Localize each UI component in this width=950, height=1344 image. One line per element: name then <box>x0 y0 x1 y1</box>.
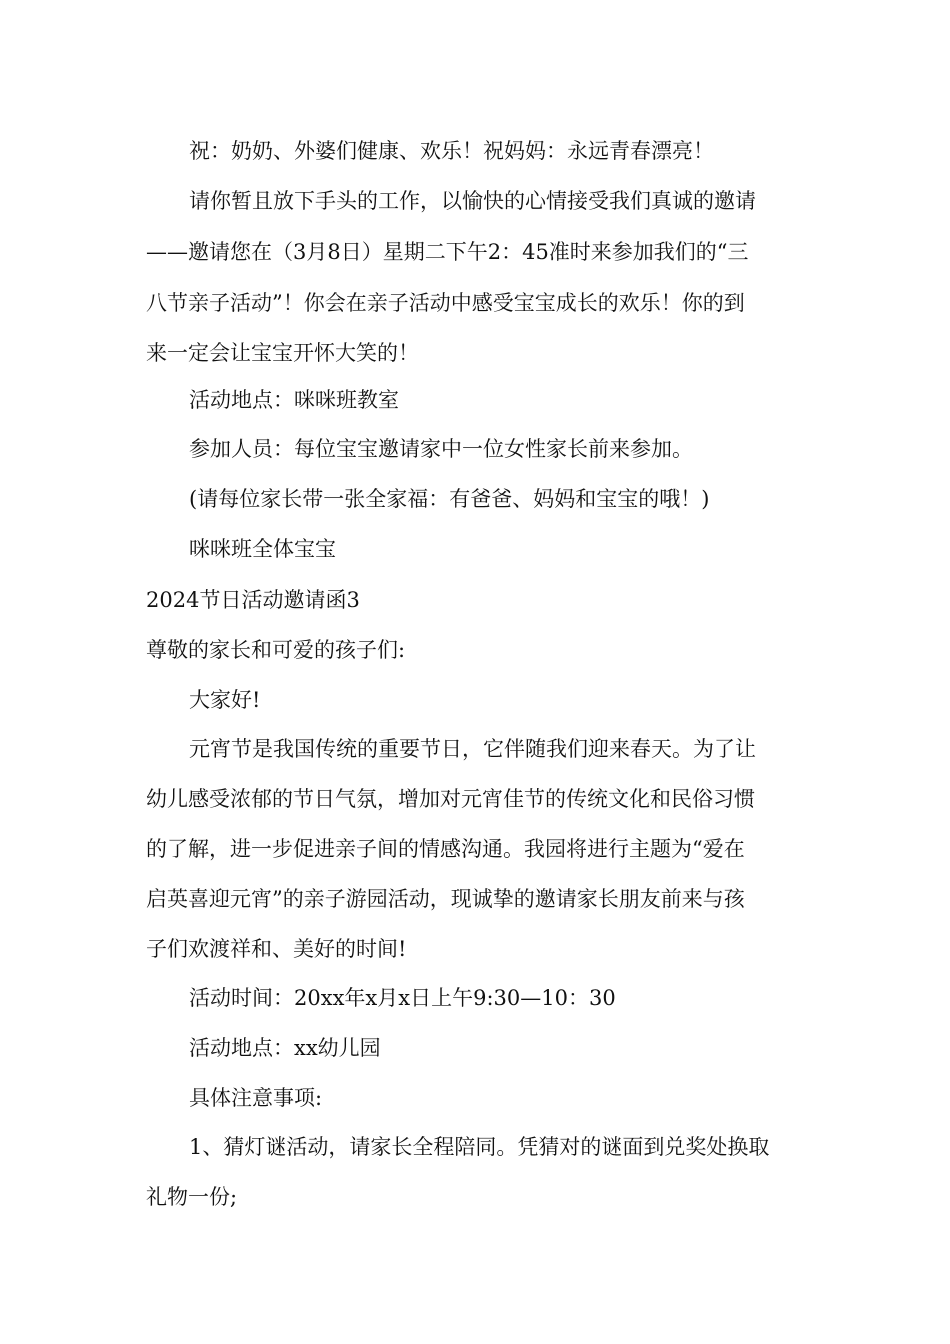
salutation-line: 尊敬的家长和可爱的孩子们: <box>146 638 406 662</box>
note-item-1-line-1: 1、猜灯谜活动，请家长全程陪同。凭猜对的谜面到兑奖处换取 <box>189 1135 770 1159</box>
invitation-paragraph-line-1: 请你暂且放下手头的工作，以愉快的心情接受我们真诚的邀请 <box>189 189 756 213</box>
section-heading: 2024节日活动邀请函3 <box>146 588 360 612</box>
invitation-paragraph-line-4: 来一定会让宝宝开怀大笑的！ <box>146 341 419 365</box>
activity-time-line: 活动时间：20xx年x月x日上午9:30—10：30 <box>189 986 616 1010</box>
participants-line: 参加人员：每位宝宝邀请家中一位女性家长前来参加。 <box>189 437 693 461</box>
lantern-paragraph-line-3: 的了解，进一步促进亲子间的情感沟通。我园将进行主题为“爱在 <box>146 837 745 861</box>
family-photo-note-line: (请每位家长带一张全家福：有爸爸、妈妈和宝宝的哦！) <box>189 487 710 511</box>
notes-heading-line: 具体注意事项: <box>189 1086 323 1110</box>
greeting-wish-line: 祝：奶奶、外婆们健康、欢乐！祝妈妈：永远青春漂亮！ <box>189 139 714 163</box>
activity-location-line: 活动地点：咪咪班教室 <box>189 388 399 412</box>
invitation-paragraph-line-2: ——邀请您在（3月8日）星期二下午2：45准时来参加我们的“三 <box>146 240 749 264</box>
signature-line: 咪咪班全体宝宝 <box>189 537 336 561</box>
lantern-paragraph-line-5: 子们欢渡祥和、美好的时间! <box>146 937 407 961</box>
invitation-paragraph-line-3: 八节亲子活动”！你会在亲子活动中感受宝宝成长的欢乐！你的到 <box>146 291 745 315</box>
lantern-paragraph-line-2: 幼儿感受浓郁的节日气氛，增加对元宵佳节的传统文化和民俗习惯 <box>146 787 755 811</box>
hello-line: 大家好! <box>189 688 261 712</box>
kindergarten-location-line: 活动地点：xx幼儿园 <box>189 1036 381 1060</box>
note-item-1-line-2: 礼物一份; <box>146 1185 238 1209</box>
lantern-paragraph-line-1: 元宵节是我国传统的重要节日，它伴随我们迎来春天。为了让 <box>189 737 756 761</box>
lantern-paragraph-line-4: 启英喜迎元宵”的亲子游园活动，现诚挚的邀请家长朋友前来与孩 <box>146 887 745 911</box>
